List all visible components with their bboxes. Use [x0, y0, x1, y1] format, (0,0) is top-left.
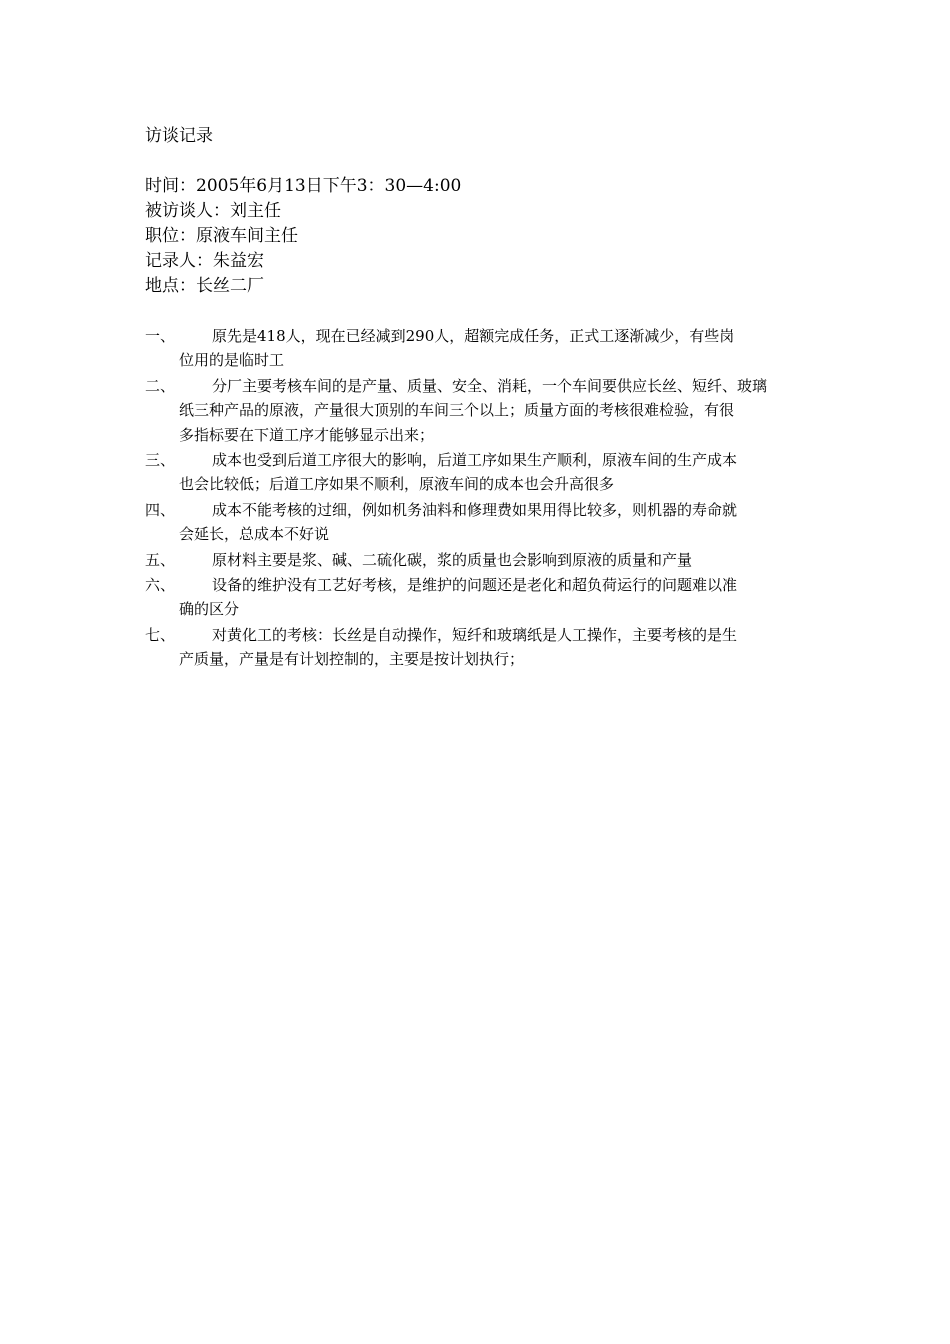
item-text-line: 原先是418人，现在已经减到290人，超额完成任务，正式工逐渐减少，有些岗	[212, 327, 735, 345]
item-number: 六、	[145, 576, 176, 595]
list-item	[145, 548, 807, 572]
item-text-line: 位用的是临时工	[179, 351, 285, 370]
interview-metadata	[145, 174, 765, 299]
item-text	[179, 324, 807, 373]
item-text-line: 确的区分	[179, 600, 240, 619]
item-text-line: 成本也受到后道工序很大的影响，后道工序如果生产顺利，原液车间的生产成本	[212, 451, 738, 470]
item-text	[179, 498, 807, 547]
item-number: 四、	[145, 500, 176, 519]
item-text-line: 会延长，总成本不好说	[179, 525, 330, 544]
interview-notes-list	[145, 324, 807, 673]
list-item	[145, 498, 807, 547]
item-number: 五、	[145, 550, 176, 569]
item-text-line: 也会比较低；后道工序如果不顺利，原液车间的成本也会升高很多	[179, 475, 615, 494]
item-text-line: 产质量，产量是有计划控制的，主要是按计划执行；	[179, 650, 525, 669]
item-number: 三、	[145, 451, 176, 470]
item-number: 一、	[145, 327, 176, 345]
item-text	[179, 374, 807, 447]
item-text-line: 成本不能考核的过细，例如机务油料和修理费如果用得比较多，则机器的寿命就	[212, 500, 738, 519]
item-text	[179, 573, 807, 622]
item-text-line: 多指标要在下道工序才能够显示出来；	[179, 425, 435, 444]
item-text	[179, 448, 807, 497]
list-item	[145, 374, 807, 447]
list-item	[145, 448, 807, 497]
item-number: 二、	[145, 376, 176, 395]
page-title: 访谈记录	[145, 126, 213, 146]
meta-position: 职位：原液车间主任	[145, 226, 298, 246]
item-text-line: 分厂主要考核车间的是产量、质量、安全、消耗，一个车间要供应长丝、短纤、玻璃	[212, 376, 768, 395]
list-item	[145, 324, 807, 373]
item-text-line: 设备的维护没有工艺好考核，是维护的问题还是老化和超负荷运行的问题难以准	[212, 576, 738, 595]
meta-location: 地点：长丝二厂	[145, 276, 264, 296]
item-number: 七、	[145, 625, 176, 644]
meta-recorder: 记录人：朱益宏	[145, 251, 264, 271]
meta-time: 时间：2005年6月13日下午3：30—4:00	[145, 176, 462, 196]
item-text	[212, 548, 807, 572]
item-text-line: 原材料主要是浆、碱、二硫化碳，浆的质量也会影响到原液的质量和产量	[212, 550, 693, 569]
item-text-line: 对黄化工的考核：长丝是自动操作，短纤和玻璃纸是人工操作，主要考核的是生	[212, 625, 738, 644]
meta-interviewee: 被访谈人：刘主任	[145, 201, 281, 221]
list-item	[145, 623, 807, 672]
item-text	[179, 623, 807, 672]
item-text-line: 纸三种产品的原液，产量很大顶别的车间三个以上；质量方面的考核很难检验，有很	[179, 401, 735, 420]
list-item	[145, 573, 807, 622]
